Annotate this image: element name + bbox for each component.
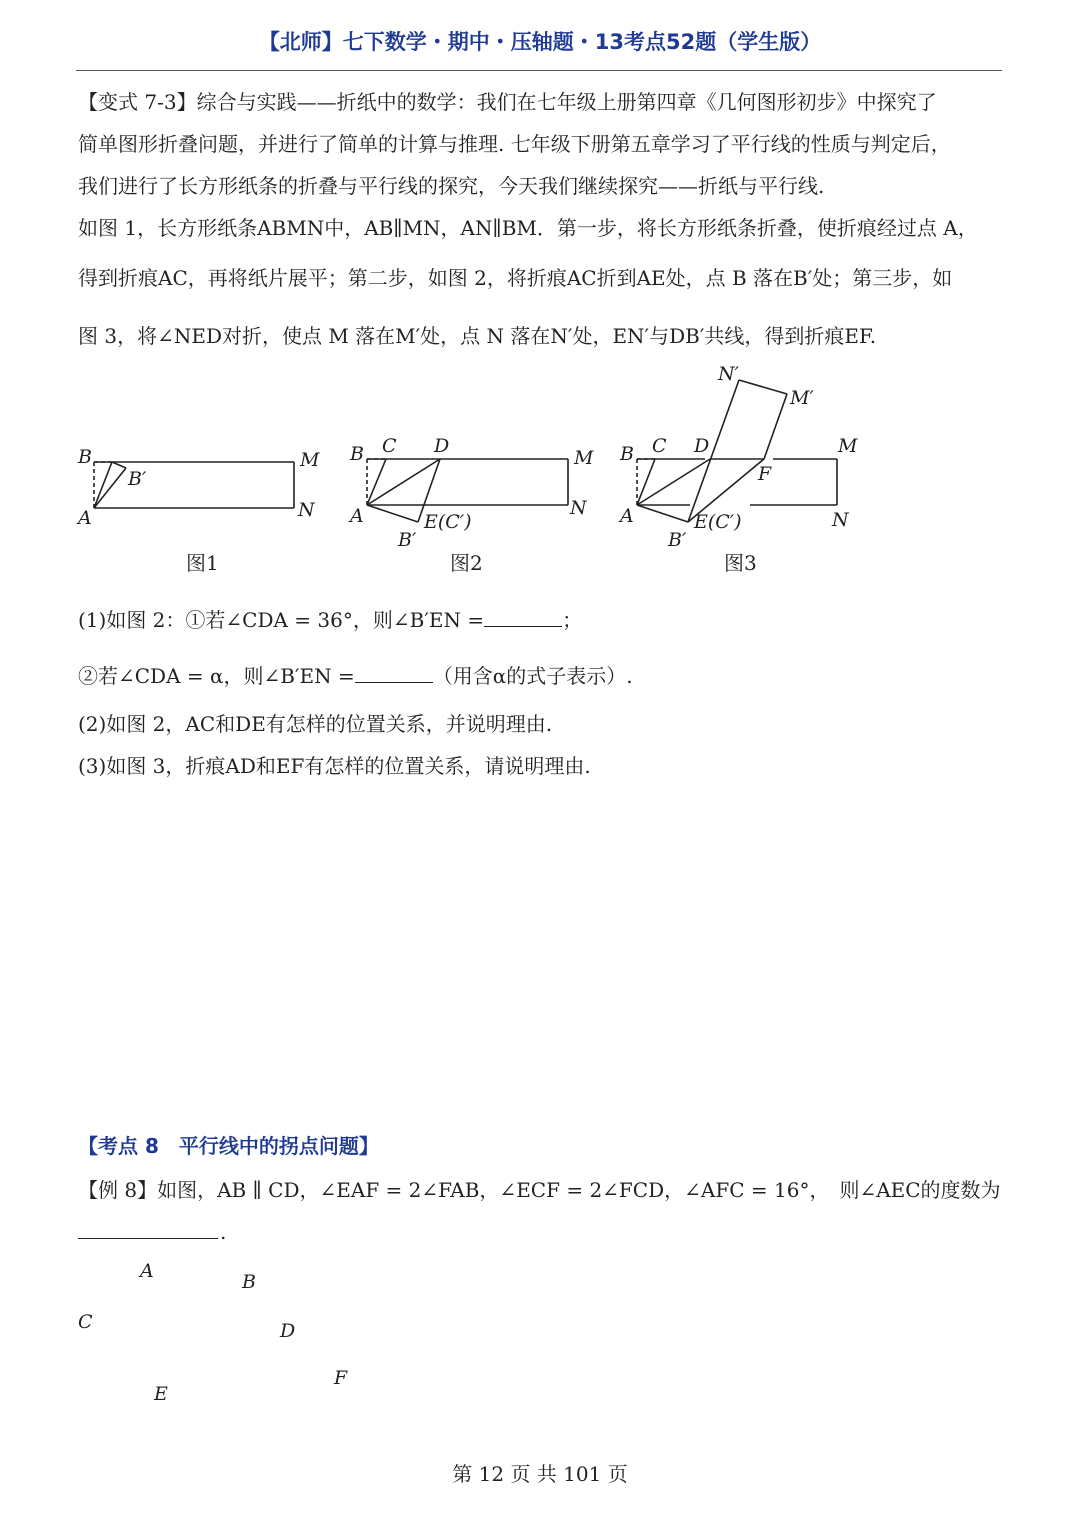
fig2-label-Bp: B′: [398, 529, 417, 551]
figure-1: [94, 462, 294, 508]
fig4-label-C: C: [78, 1311, 93, 1333]
problem-line-1: 【变式 7-3】综合与实践——折纸中的数学：我们在七年级上册第四章《几何图形初步》中探究了: [78, 90, 937, 114]
fig4-label-E: E: [154, 1383, 168, 1405]
section-8-title: 【考点 8 平行线中的拐点问题】: [78, 1134, 379, 1158]
fig1-label-Bp: B′: [128, 468, 147, 490]
fig3-label-A: A: [620, 505, 634, 527]
fig3-label-B: B: [620, 443, 634, 465]
fig3-label-E: E(C′): [694, 511, 742, 533]
fig1-label-M: M: [300, 449, 320, 471]
fig3-label-M: M: [838, 435, 858, 457]
fig3-caption: 图3: [724, 551, 757, 575]
fig1-caption: 图1: [186, 551, 219, 575]
fig2-label-D: D: [434, 435, 450, 457]
answer-blank-2[interactable]: [355, 664, 433, 683]
answer-blank-3[interactable]: [78, 1238, 218, 1239]
fig4-label-B: B: [242, 1271, 256, 1293]
example-tag: 【例 8】: [78, 1178, 158, 1202]
question-1a: (1)如图 2：①若∠CDA = 36°，则∠B′EN = ；: [78, 608, 583, 632]
fig2-label-N: N: [570, 497, 587, 519]
fig3-label-Mp: M′: [790, 387, 814, 409]
fig2-label-E: E(C′): [424, 511, 472, 533]
fig2-label-C: C: [382, 435, 397, 457]
page-footer: 第 12 页 共 101 页: [452, 1462, 628, 1486]
header-divider: [76, 70, 1002, 71]
fig1-label-B: B: [78, 446, 92, 468]
page-header: 【北师】七下数学・期中・压轴题・13考点52题（学生版）: [258, 30, 822, 54]
fig3-label-Np: N′: [718, 363, 739, 385]
problem-line-4: 如图 1，长方形纸条ABMN中，AB∥MN，AN∥BM．第一步，将长方形纸条折叠，使折痕经过点 A，: [78, 216, 978, 240]
example-8-figure-labels: [0, 1255, 380, 1415]
fig4-label-D: D: [280, 1320, 296, 1342]
fig2-label-A: A: [350, 505, 364, 527]
question-3: (3)如图 3，折痕AD和EF有怎样的位置关系，请说明理由.: [78, 754, 591, 778]
problem-line-5: 得到折痕AC，再将纸片展平；第二步，如图 2，将折痕AC折到AE处，点 B 落在B′处；第三步，如: [78, 266, 953, 290]
fig3-label-F: F: [758, 463, 772, 485]
fig3-label-C: C: [652, 435, 667, 457]
fig4-label-F: F: [334, 1367, 348, 1389]
answer-blank-1[interactable]: [484, 608, 562, 627]
answer-period: .: [220, 1220, 227, 1244]
fig4-label-A: A: [140, 1260, 154, 1282]
question-2: (2)如图 2，AC和DE有怎样的位置关系，并说明理由.: [78, 712, 553, 736]
problem-tag: 【变式 7-3】: [78, 90, 197, 114]
fig1-label-N: N: [298, 499, 315, 521]
fig2-label-M: M: [574, 447, 594, 469]
problem-line-6: 图 3，将∠NED对折，使点 M 落在M′处，点 N 落在N′处，EN′与DB′共线，得到折痕EF.: [78, 324, 877, 348]
fig3-label-D: D: [694, 435, 710, 457]
folding-figures: [0, 355, 1080, 585]
problem-line-2: 简单图形折叠问题，并进行了简单的计算与推理. 七年级下册第五章学习了平行线的性质与判定后，: [78, 132, 951, 156]
fig3-label-N: N: [832, 509, 849, 531]
problem-line-3: 我们进行了长方形纸条的折叠与平行线的探究，今天我们继续探究——折纸与平行线.: [78, 174, 825, 198]
fig1-label-A: A: [78, 507, 92, 529]
fig2-caption: 图2: [450, 551, 483, 575]
question-1b: ②若∠CDA = α，则∠B′EN = （用含α的式子表示）.: [78, 664, 633, 688]
fig2-label-B: B: [350, 443, 364, 465]
fig3-label-Bp: B′: [668, 529, 687, 551]
example-8-line: 【例 8】如图，AB ∥ CD，∠EAF = 2∠FAB，∠ECF = 2∠FCD，∠AFC = 16°， 则∠AEC的度数为: [78, 1178, 1001, 1202]
